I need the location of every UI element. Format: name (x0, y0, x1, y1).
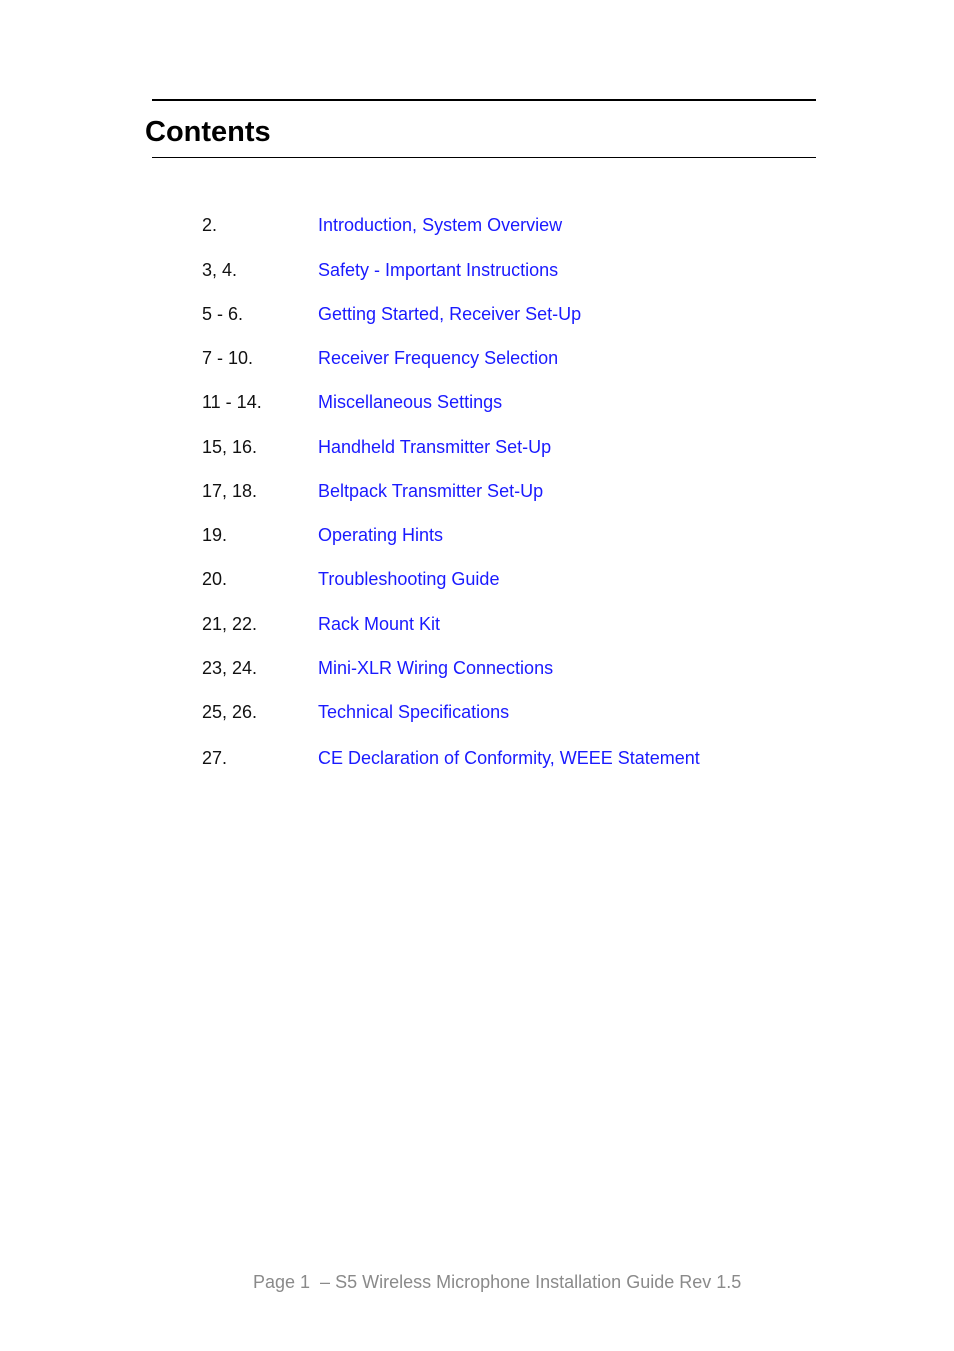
toc-link[interactable]: Beltpack Transmitter Set-Up (318, 481, 544, 501)
toc-entry (0, 434, 954, 460)
toc-page-numbers: 3, 4. (202, 260, 238, 280)
toc-link[interactable]: Introduction, System Overview (318, 215, 563, 235)
toc-entry (0, 212, 954, 238)
toc-entry (0, 522, 954, 548)
toc-page-numbers: 20. (202, 569, 228, 589)
toc-link[interactable]: CE Declaration of Conformity, WEEE Statement (318, 748, 700, 768)
toc-page-numbers: 21, 22. (202, 614, 258, 634)
toc-entry (0, 699, 954, 725)
page-title: Contents (145, 116, 271, 148)
toc-page-numbers: 15, 16. (202, 437, 258, 457)
toc-link[interactable]: Operating Hints (318, 525, 444, 545)
toc-entry (0, 301, 954, 327)
toc-link[interactable]: Mini-XLR Wiring Connections (318, 658, 554, 678)
toc-entry (0, 478, 954, 504)
toc-entry (0, 566, 954, 592)
toc-link[interactable]: Getting Started, Receiver Set-Up (318, 304, 582, 324)
toc-entry (0, 345, 954, 371)
header-rule-bottom (152, 157, 816, 158)
toc-entry (0, 611, 954, 637)
toc-page-numbers: 23, 24. (202, 658, 258, 678)
toc-page-numbers: 17, 18. (202, 481, 258, 501)
toc-link[interactable]: Technical Specifications (318, 702, 510, 722)
toc-page-numbers: 11 - 14. (202, 392, 262, 412)
page-footer: Page 1 – S5 Wireless Microphone Installation Guide Rev 1.5 (253, 1272, 742, 1292)
toc-link[interactable]: Miscellaneous Settings (318, 392, 503, 412)
toc-link[interactable]: Handheld Transmitter Set-Up (318, 437, 552, 457)
toc-entry (0, 655, 954, 681)
toc-entry (0, 389, 954, 415)
toc-link[interactable]: Troubleshooting Guide (318, 569, 500, 589)
toc-page-numbers: 7 - 10. (202, 348, 254, 368)
toc-link[interactable]: Rack Mount Kit (318, 614, 441, 634)
toc-page-numbers: 27. (202, 748, 228, 768)
header-rule-top (152, 99, 816, 101)
toc-link[interactable]: Safety - Important Instructions (318, 260, 559, 280)
toc-link[interactable]: Receiver Frequency Selection (318, 348, 559, 368)
toc-page-numbers: 2. (202, 215, 218, 235)
toc-page-numbers: 19. (202, 525, 228, 545)
toc-page-numbers: 5 - 6. (202, 304, 244, 324)
toc-entry (0, 257, 954, 283)
toc-entry (0, 745, 954, 771)
toc-page-numbers: 25, 26. (202, 702, 258, 722)
